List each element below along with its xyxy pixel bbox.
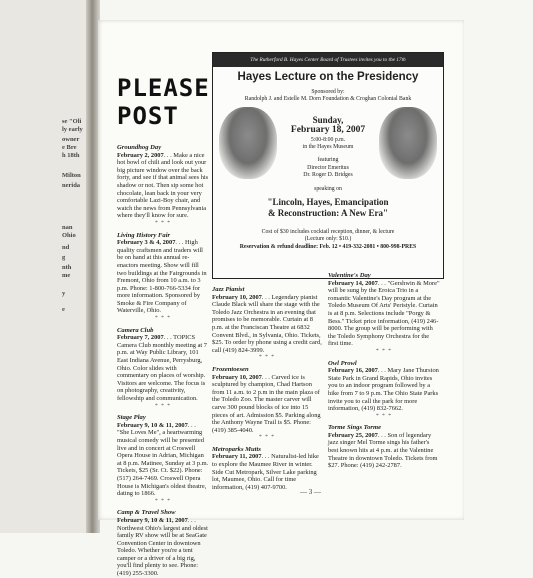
event-heading: Jazz Pianist [212,286,245,293]
hayes-lecture-ad [212,52,444,279]
event-body: February 7, 2007. . . TOPICS Camera Club monthly meeting at 7 p.m. at Way Public Library, 101 East Indiana Avenue, Perrysburg, Ohio. Color slides with commentary on places of worship. Visitors are welcome. The focus is on photography, creativity, fellowship and communication. [117,334,207,402]
separator-stars: * * * [155,219,171,226]
event-body: February 9, 10 & 11, 2007. . . Northwest Ohio's largest and oldest family RV show will be at SeaGate Convention Center in downtown Toledo. Whether you're a tent camper or a driver of a big rig, you'll find plenty to see. Phone: (419) 255-3300. [117,516,208,578]
events-column-2 [212,282,322,491]
left-page-fragment: y [62,290,66,297]
left-page-fragment: h 18th [62,152,80,159]
event-text: Mary Jane Thurston State Park in Grand Rapids, Ohio invites you to an indoor program followed by a hike from 7 to 9 p.m. The Ohio State Parks invite you to call the park for more information, (419) 832-7662. [328,367,439,413]
lincoln-portrait [219,107,277,179]
left-page-fragment: nan [62,224,73,231]
event-body: February 16, 2007. . . Mary Jane Thurston State Park in Grand Rapids, Ohio invites you to an indoor program followed by a hike from 7 to 9 p.m. The Ohio State Parks invite you to call the park for more information, (419) 832-7662. [328,367,439,413]
event-date: February 16, 2007 [328,367,378,375]
event-date: February 2, 2007 [117,151,164,159]
left-page-fragment: g [62,254,66,261]
event-text: TOPICS Camera Club monthly meeting at 7 p.m. at Way Public Library, 101 East Indiana Avenue, Perrysburg, Ohio. Color slides with commentary on places of worship. Visitors are welcome. The focus is on photography, creativity, fellowship and communication. [117,334,207,402]
ad-reservation: Reservation & refund deadline: Feb. 12 • 419-332-2081 • 800-998-PRES [239,244,417,250]
event-date: February 10, 2007 [212,373,262,381]
left-page-fragment: e [62,306,65,313]
ad-title: Hayes Lecture on the Presidency [237,71,419,83]
left-page [0,0,92,533]
event-date: February 9, 10 & 11, 2007 [117,516,188,524]
event-body: February 2, 2007. . . Make a nice hot bowl of chili and look out your big picture window over the back forty, and see if that animal sees his shadow or not. Then sip some hot chocolate, lean back in your very comfortable Lazi-Boy chair, and watch the news from Pennsylvania where they'll know for sure. [117,151,209,220]
ad-lecture-only: (Lecture only: $10.) [304,236,352,242]
left-page-fragment: Milton [62,172,81,179]
event-date: February 11, 2007 [212,453,262,461]
event-date: February 3 & 4, 2007 [117,239,176,247]
ad-topline: The Rutherford B. Hayes Center Board of Trustees invites you to the 17th [213,53,443,67]
ad-speaking-on: speaking on [314,186,342,192]
left-page-fragment: ly early [62,126,83,133]
event-heading: Stage Play [117,414,146,422]
left-page-fragment: nd [62,244,70,251]
event-heading: Camera Club [117,326,154,334]
page-title [117,74,210,130]
ad-topic-1: "Lincoln, Hayes, Emancipation [267,197,389,207]
ad-topic-2: & Reconstruction: A New Era" [268,208,388,218]
left-page-fragment: e Bre [62,144,77,151]
event-text: Son of legendary jazz singer Mel Torme sings his father's best known hits at 4 p.m. at the Valentine Theatre in downtown Toledo. Tickets from $27. Phone: (419) 242-2787. [328,431,438,470]
event-heading: Camp & Travel Show [117,509,176,517]
separator-stars: * * * [376,347,392,354]
event-text: Northwest Ohio's largest and oldest family RV show will be at SeaGate Convention Center in downtown Toledo. Whether you're a tent camper or a driver of a big rig, you'll find plenty to see. Phone: (419) 255-3300. [117,524,208,578]
ad-sponsors: Randolph J. and Estelle M. Dorn Foundation & Croghan Colonial Bank [244,96,412,102]
event-date: February 25, 2007 [328,431,378,439]
ad-place: in the Hayes Museum [302,144,354,150]
event-heading: Owl Prowl [328,359,357,367]
hayes-portrait [379,107,437,179]
event-body: February 9, 10 & 11, 2007. . . "She Loves Me", a heartwarming musical comedy will be presented live and in concert at Croswell Opera House in Adrian, Michigan at 8 p.m. Matinee, Sunday at 3 p.m. Tickets, $25 (Sr. Ct. $22). Phone: (517) 264-7469. Croswell Opera House is Michigan's oldest theatre, dating to 1866. [117,421,209,498]
left-page-fragment: me [62,272,71,279]
ad-featuring: featuring [317,157,339,163]
event-heading: Groundhog Day [117,144,162,151]
ad-date: February 18, 2007 [290,125,366,135]
separator-stars: * * * [259,354,275,361]
event-date: February 7, 2007 [117,334,164,342]
event-text: "Gershwin & More" will be sung by the Eroica Trio in a romantic Valentine's Day program at the Toledo Museum Of Arts' Peristyle. Curtain is at 8 p.m. Selections include "Porgy & Bess." Ticket price information, (419) 246-8000. The group will be performing with the Toledo Symphony Orchestra for the first time. [328,279,440,348]
event-heading: Valentine's Day [328,272,371,279]
event-body: February 25, 2007. . . Son of legendary jazz singer Mel Torme sings his father's best known hits at 4 p.m. at the Valentine Theatre in downtown Toledo. Tickets from $27. Phone: (419) 242-2787. [328,431,438,470]
event-text: Naturalist-led hike to explore the Maumee River in winter. Side Cut Metropark, Silver Lake parking lot, Maumee, Ohio. Call for time information, (419) 407-9700. [212,453,319,491]
separator-stars: * * * [376,412,392,419]
left-page-fragment: se "Oli [62,118,82,125]
left-page-fragment: nth [62,264,72,271]
events-column-3 [328,268,440,470]
event-body: February 10, 2007. . . Legendary pianist Claude Black will share the stage with the Toledo Jazz Orchestra in an evening that promises to be memorable. Curtain at 8 p.m. at the Franciscan Theatre at 6832 Convent Blvd., in Sylvania, Ohio. Tickets, $25. To order by phone using a credit card, call (419) 824-3999. [212,293,322,354]
ad-sponsored-label: Sponsored by: [311,89,345,95]
event-body: February 11, 2007. . . Naturalist-led hike to explore the Maumee River in winter. Side Cut Metropark, Silver Lake parking lot, Maumee, Ohio. Call for time information, (419) 407-9700. [212,453,319,491]
ad-cost: Cost of $30 includes cocktail reception, dinner, & lecture [261,229,395,235]
title-line-2: POST [117,102,179,130]
ad-speaker: Dr. Roger D. Bridges [303,172,353,178]
events-column-1 [117,140,209,578]
event-text: High quality craftsmen and traders will be on hand at this annual re-enactors meeting. Show will fill two buildings at the Fairgrounds in Fremont, Ohio from 10 a.m. to 3 p.m. Phone: 1-800-766-5334 for more information. Sponsored by Smoke & Fire Company of Waterville, Ohio. [117,239,207,315]
event-heading: Frozentoesen [212,365,249,373]
event-text: Make a nice hot bowl of chili and look out your big picture window over the back forty, and see if that animal sees his shadow or not. Then sip some hot chocolate, lean back in your very comfortable Lazi-Boy chair, and watch the news from Pennsylvania where they'll know for sure. [117,151,209,220]
left-page-fragment: nerida [62,182,81,189]
ad-time: 5:00-8:00 p.m. [310,137,346,143]
event-body: February 3 & 4, 2007. . . High quality craftsmen and traders will be on hand at this annual re-enactors meeting. Show will fill two buildings at the Fairgrounds in Fremont, Ohio from 10 a.m. to 3 p.m. Phone: 1-800-766-5334 for more information. Sponsored by Smoke & Fire Company of Waterville, Ohio. [117,239,207,315]
left-page-fragment: owner [62,136,80,143]
event-body: February 14, 2007. . . "Gershwin & More" will be sung by the Eroica Trio in a romantic Valentine's Day program at the Toledo Museum Of Arts' Peristyle. Curtain is at 8 p.m. Selections include "Porgy & Bess." Ticket price information, (419) 246-8000. The group will be performing with the Toledo Symphony Orchestra for the first time. [328,279,440,348]
separator-stars: * * * [155,497,171,504]
ad-director: Director Emeritus [307,165,349,171]
event-body: February 10, 2007. . . Carved ice is sculptured by champion, Chad Hartson from 11 a.m. to 2 p.m in the main plaza of the Toledo Zoo. The master carver will carve 300 pound blocks of ice into 15 pieces of art. Admission $5. Parking along the Anthony Wayne Trail is $5. Phone: (419) 385-4040. [212,373,321,434]
separator-stars: * * * [155,315,171,322]
event-date: February 10, 2007 [212,293,262,301]
event-date: February 9, 10 & 11, 2007 [117,421,188,429]
separator-stars: * * * [155,402,171,409]
event-text: "She Loves Me", a heartwarming musical comedy will be presented live and in concert at Croswell Opera House in Adrian, Michigan at 8 p.m. Matinee, Sunday at 3 p.m. Tickets, $25 (Sr. Ct. $22). Phone: (517) 264-7469. Croswell Opera House is Michigan's oldest theatre, dating to 1866. [117,429,209,498]
left-page-fragment: Ohio [62,232,76,239]
title-line-1: PLEASE [117,74,210,102]
event-date: February 14, 2007 [328,279,378,287]
page-number: — 3 — [300,488,321,496]
event-heading: Living History Fair [117,231,171,239]
event-text: Carved ice is sculptured by champion, Chad Hartson from 11 a.m. to 2 p.m in the main plaza of the Toledo Zoo. The master carver will carve 300 pound blocks of ice into 15 pieces of art. Admission $5. Parking along the Anthony Wayne Trail is $5. Phone: (419) 385-4040. [212,373,321,434]
event-text: Legendary pianist Claude Black will share the stage with the Toledo Jazz Orchestra in an evening that promises to be memorable. Curtain at 8 p.m. at the Franciscan Theatre at 6832 Convent Blvd., in Sylvania, Ohio. Tickets, $25. To order by phone using a credit card, call (419) 824-3999. [212,293,322,354]
ad-day: Sunday, [312,115,344,125]
event-heading: Metroparks Mutts [212,445,261,453]
event-heading: Torme Sings Torme [328,424,382,432]
separator-stars: * * * [259,434,275,441]
